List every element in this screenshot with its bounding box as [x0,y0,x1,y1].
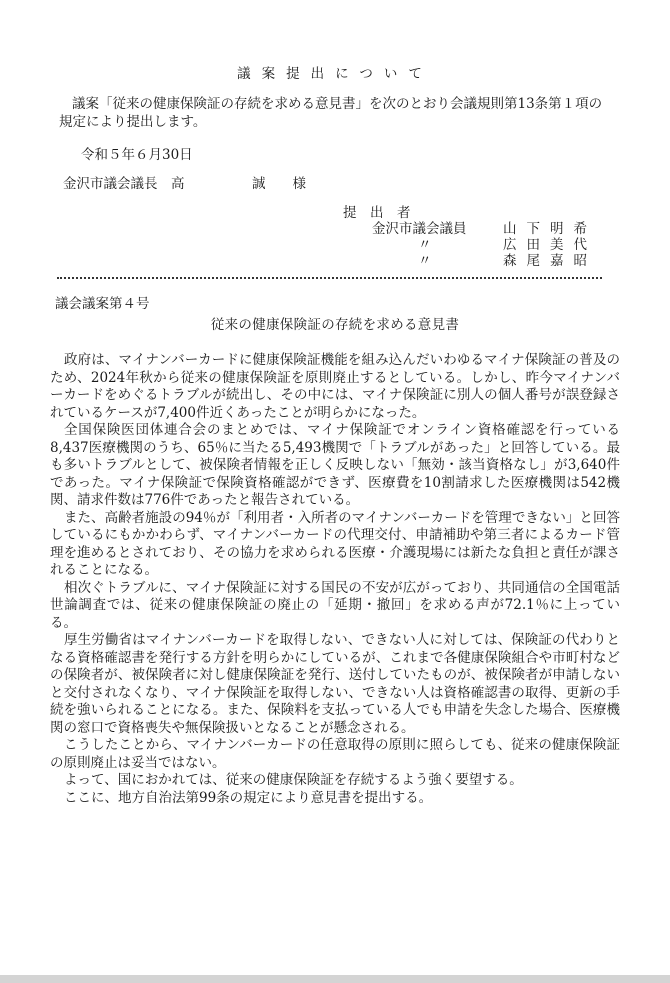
submitter-name: 森尾嘉昭 [503,253,597,269]
submitter-label: 提 出 者 [343,205,411,221]
body-paragraph: 全国保険医団体連合会のまとめでは、マイナ保険証でオンライン資格確認を行っている8,437医療機関のうち、65％に当たる5,493機関で「トラブルがあった」と回答している。最も多いトラブルとして、被保険者情報を正しく反映しない「無効・該当資格なし」が3,640件であった。マイナ保険証で保険資格確認ができず、医療費を10割請求した医療機関は542機関、請求件数は776件であったと報告されている。 [50,422,620,508]
submitter-role: 金沢市議会議員 [372,221,467,237]
body-paragraph: ここに、地方自治法第99条の規定により意見書を提出する。 [64,789,433,806]
bill-number: 議会議案第４号 [55,296,150,312]
body-paragraph: また、高齢者施設の94％が「利用者・入所者のマイナンバーカードを管理できない」と回答しているにもかかわらず、マイナンバーカードの代理交付、申請補助や第三者によるカード管理を進めるとされており、その協力を求められる医療・介護現場には新たな負担と責任が課されることになる。 [50,509,620,578]
dotted-divider [57,277,602,279]
submission-date: 令和５年６月30日 [81,147,193,163]
submitter-role: 〃 [418,237,432,253]
bill-title: 従来の健康保険証の存続を求める意見書 [210,317,460,333]
page-title: 議案提出について [237,66,433,82]
submitter-role: 〃 [418,253,432,269]
submitter-name: 広田美代 [503,237,597,253]
body-paragraph: 相次ぐトラブルに、マイナ保険証に対する国民の不安が広がっており、共同通信の全国電話世論調査では、従来の健康保険証の廃止の「延期・撤回」を求める声が72.1％に上っている。 [50,579,620,631]
body-paragraph: 政府は、マイナンバーカードに健康保険証機能を組み込んだいわゆるマイナ保険証の普及のため、2024年秋から従来の健康保険証を原則廃止するとしている。しかし、昨今マイナンバーカードをめぐるトラブルが続出し、その中には、マイナ保険証に別人の個人番号が誤登録されているケースが7,400件近くあったことが明らかになった。 [50,352,620,421]
intro-text: 議案「従来の健康保険証の存続を求める意見書」を次のとおり会議規則第13条第１項の規定により提出します。 [59,96,603,130]
viewer-bottom-scrollbar[interactable] [0,975,670,983]
bill-body [50,352,620,807]
body-paragraph: 厚生労働省はマイナンバーカードを取得しない、できない人に対しては、保険証の代わりとなる資格確認書を発行する方針を明らかにしているが、これまで各健康保険組合や市町村などの保険者が、被保険者に対し健康保険証を発行、送付していたものが、被保険者が申請しないと交付されなくなり、マイナ保険証を取得しない、できない人は資格確認書の取得、更新の手続を強いられることになる。また、保険料を支払っている人でも申請を失念した場合、医療機関の窓口で資格喪失や無保険扱いとなることが懸念される。 [50,632,620,736]
addressee: 金沢市議会議長 高 誠 様 [63,176,306,192]
submitter-name: 山下明希 [503,221,597,237]
body-paragraph: こうしたことから、マイナンバーカードの任意取得の原則に照らしても、従来の健康保険証の原則廃止は妥当ではない。 [50,737,620,771]
body-paragraph: よって、国におかれては、従来の健康保険証を存続するよう強く要望する。 [64,772,523,788]
